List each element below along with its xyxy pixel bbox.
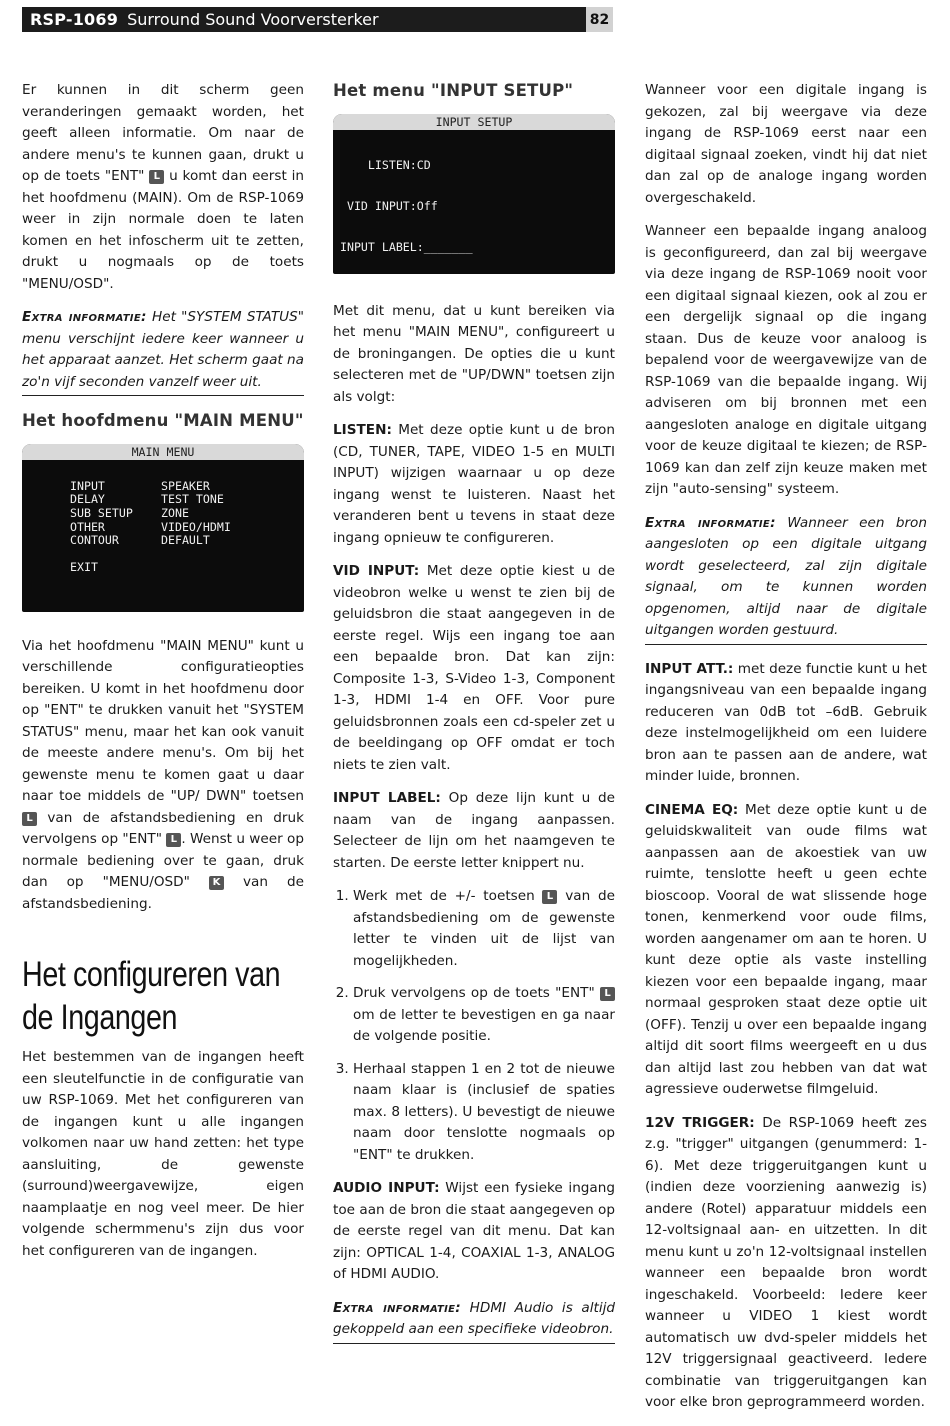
menu-item-default: DEFAULT — [161, 533, 210, 548]
main-menu-screen — [22, 444, 304, 612]
term-input-att: INPUT ATT.: — [645, 660, 734, 677]
menu-item-other: OTHER — [70, 519, 105, 534]
note-label: Extra informatie: — [333, 1299, 462, 1316]
key-l-icon: L — [542, 890, 557, 904]
page-number: 82 — [586, 7, 613, 32]
list-item: 1. Werk met de +/- toetsen L van de afstandsbediening om de gewenste letter te vinden uit de lijst van mogelijkheden. — [353, 886, 615, 972]
menu-options — [22, 460, 304, 549]
menu-item-delay: DELAY — [70, 492, 105, 507]
term-cinema-eq: CINEMA EQ: — [645, 801, 739, 818]
menu-item-video-hdmi: VIDEO/HDMI — [161, 519, 231, 534]
vid-input-paragraph: VID INPUT: Met deze optie kiest u de videobron welke u wenst te zien bij de geluidsbron die staat aangegeven in de eerste regel. Wijs een ingang toe aan een bepaalde bron. Dat kan zijn: Composite 1-3, S-Video 1-3, Component 1-3, HDMI 1-4 en OFF. Voor pure geluidsbronnen zoals een cd-speler zet u de beeldingang op OFF omdat er toch niets te zien valt. — [333, 563, 616, 773]
screen-title: MAIN MENU — [22, 444, 304, 460]
config-paragraph: Het bestemmen van de ingangen heeft een sleutelfunctie in de configuratie van uw RSP-1069. Met het configureren van de ingangen kunt u alle ingangen volkomen naar uw hand zetten: het type aansluiting, de gewenste (surround)weergavewijze, eigen naamplaatje en nog veel meer. De hier volgende schermmenu's zijn dus voor het configureren van de ingangen. — [22, 1049, 304, 1259]
cinema-eq-paragraph: CINEMA EQ: Met deze optie kunt u de geluidskwaliteit van oude films wat aanpassen aan de akoestiek van uw ruimte, tenslotte heeft u geen echte bioscoop. Vooral de wat slissende hoge tonen, kenmerkend voor oude films, worden aangenamer om aan te horen. U kunt deze optie als vaste instelling kiezen voor een bepaalde ingang, maar normaal gesproken staat deze optie uit (OFF). Tenzij u over een bepaalde ingang altijd dit soort films weergeeft en u dus dan altijd last zou hebben van dat wat agressieve ouderwetse filmgeluid. — [645, 801, 927, 1097]
menu-item-exit: EXIT — [70, 560, 98, 575]
term-input-label: INPUT LABEL: — [333, 790, 441, 806]
key-l-icon: L — [149, 170, 164, 184]
screen-line-vid-input: VID INPUT:Off — [333, 199, 438, 213]
column-right — [645, 80, 927, 1426]
term-12v-trigger: 12V TRIGGER: — [645, 1114, 755, 1131]
term-vid-input: VID INPUT: — [333, 563, 420, 579]
extra-info-note — [333, 1298, 615, 1344]
menu-item-contour: CONTOUR — [70, 533, 119, 548]
column-middle — [333, 80, 615, 1358]
digital-input-paragraph: Wanneer voor een digitale ingang is gekozen, zal bij weergave via deze ingang de RSP-1069 eerst naar een digitaal signaal zoeken, vindt hij dat niet dan zal op de analoge ingang worden overgeschakeld. — [645, 82, 927, 206]
list-item: 3. Herhaal stappen 1 en 2 tot de nieuwe naam klaar is (inclusief de spaties max. 8 letters). U bevestigt de nieuwe naam door tenslotte nogmaals op "ENT" te drukken. — [353, 1059, 615, 1167]
menu-item-input: INPUT — [70, 478, 105, 493]
input-setup-intro: Met dit menu, dat u kunt bereiken via het menu "MAIN MENU", configureert u de broningangen. De opties die u kunt selecteren met de "UP/DWN" toetsen zijn als volgt: — [333, 302, 615, 405]
input-setup-screen — [333, 114, 615, 274]
note-label: Extra informatie: — [22, 309, 147, 325]
column-left — [22, 80, 304, 1274]
note-text: Wanneer een bron aangesloten op een digitale uitgang wordt geselecteerd, zal zijn digitale signaal, om te kunnen worden opgenomen, altijd naar de digitale uitgangen worden gestuurd. — [645, 514, 927, 638]
key-l-icon: L — [600, 987, 615, 1001]
input-setup-heading: Het menu "INPUT SETUP" — [333, 81, 574, 100]
header-subtitle: Surround Sound Voorversterker — [127, 10, 379, 29]
naming-steps — [333, 886, 615, 1166]
page-header — [22, 7, 613, 32]
extra-info-note — [22, 307, 304, 396]
note-label: Extra informatie: — [645, 514, 776, 531]
model-name: RSP-1069 — [30, 10, 119, 29]
menu-item-speaker: SPEAKER — [161, 478, 210, 493]
screen-title: INPUT SETUP — [333, 114, 615, 130]
menu-item-sub-setup: SUB SETUP — [70, 505, 133, 520]
note-text: HDMI Audio is altijd gekoppeld aan een specifieke videobron. — [333, 1299, 615, 1337]
key-l-icon: L — [166, 833, 181, 847]
term-listen: LISTEN: — [333, 422, 392, 438]
listen-paragraph: LISTEN: Met deze optie kunt u de bron (CD, TUNER, TAPE, VIDEO 1-5 en MULTI INPUT) wijzigen waarnaar u op deze ingang wenst te luisteren. Naast het veranderen bent u tevens in staat deze ingang opnieuw te configureren. — [333, 422, 615, 546]
key-k-icon: K — [209, 876, 224, 890]
input-label-paragraph: INPUT LABEL: Op deze lijn kunt u de naam van de ingang aanpassen. Selecteer de lijn om het naamgeven te starten. De eerste letter knippert nu. — [333, 790, 615, 871]
list-item: 2. Druk vervolgens op de toets "ENT" L om de letter te bevestigen en ga naar de volgende positie. — [353, 983, 615, 1048]
key-l-icon: L — [22, 812, 37, 826]
input-att-paragraph: INPUT ATT.: met deze functie kunt u het ingangsniveau van een bepaalde ingang reduceren van 0dB tot –6dB. Gebruik deze instelmogelijkheid om een luidere bron aan te passen aan de andere, wat minder luide, bronnen. — [645, 660, 927, 784]
audio-input-paragraph: AUDIO INPUT: Wijst een fysieke ingang toe aan de bron die staat aangegeven op de eerste regel van dit menu. Dat kan zijn: OPTICAL 1-4, COAXIAL 1-3, ANALOG of HDMI AUDIO. — [333, 1180, 616, 1282]
analog-input-paragraph: Wanneer een bepaalde ingang analoog is geconfigureerd, dan zal bij weergave via deze ingang de RSP-1069 nooit voor een digitaal signaal kiezen, ook al zou er een dergelijk signaal op die ingang staan. Dus de keuze voor analoog is bepalend voor de weergavewijze van de RSP-1069 van die bepaalde ingang. Wij adviseren om bij bronnen met een aangesloten analoge en digitale uitgang voor de keuze digitaal te kiezen; de RSP-1069 kan dan zelf zijn keuze maken met zijn "auto-sensing" systeem. — [645, 223, 927, 497]
note-text: Het "SYSTEM STATUS" menu verschijnt iedere keer wanneer u het apparaat aanzet. Het scherm gaat na zo'n vijf seconden vanzelf weer uit. — [22, 309, 305, 390]
input-setup-lines — [333, 130, 615, 274]
menu-item-zone: ZONE — [161, 505, 189, 520]
screen-line-input-label: INPUT LABEL:_______ — [333, 240, 473, 255]
term-audio-input: AUDIO INPUT: — [333, 1180, 440, 1196]
main-menu-heading: Het hoofdmenu "MAIN MENU" — [22, 411, 304, 430]
main-menu-paragraph: Via het hoofdmenu "MAIN MENU" kunt u verschillende configuratieopties bereiken. U komt in het hoofdmenu door op "ENT" te drukken vanuit het "SYSTEM STATUS" menu, maar het kan ook vanuit de meeste andere menu's. Om bij het gewenste menu te komen gaat u daar naar toe middels de "UP/ DWN" toetsen L van de afstandsbediening en druk vervolgens op "ENT" L . Wenst u weer op normale bediening over te gaan, druk dan op "MENU/OSD" K van de afstandsbediening. — [22, 637, 304, 912]
screen-line-listen: LISTEN:CD — [333, 157, 431, 172]
intro-paragraph: Er kunnen in dit scherm geen veranderingen gemaakt worden, het geeft alleen informatie. Om naar de andere menu's te kunnen gaan, drukt u op de toets "ENT" L u komt dan eerst in het hoofdmenu (MAIN). Om de RSP-1069 weer in zijn normale doen te laten komen en het infoscherm uit te zetten, drukt u nogmaals op de toets "MENU/OSD". — [22, 82, 305, 292]
extra-info-note — [645, 513, 927, 645]
section-title: Het configureren van de Ingangen — [22, 955, 281, 1037]
trigger-paragraph: 12V TRIGGER: De RSP-1069 heeft zes z.g. "trigger" uitgangen (genummerd: 1-6). Met deze triggeruitgangen kunt u (indien deze voorziening aanwezig is) andere (Rotel) apparatuur middels een 12-voltsignaal aan- en uitzetten. In dit menu kunt u zo'n 12-voltsignaal instellen wanneer een bepaalde bron wordt ingeschakeld. Voorbeeld: Iedere keer wanneer u VIDEO 1 kiest wordt automatisch uw dvd-speler middels het 12V triggersignaal geactiveerd. Iedere combinatie van triggeruitgangen kan voor elke bron geprogrammeerd worden. — [645, 1114, 927, 1410]
menu-item-test-tone: TEST TONE — [161, 492, 224, 507]
